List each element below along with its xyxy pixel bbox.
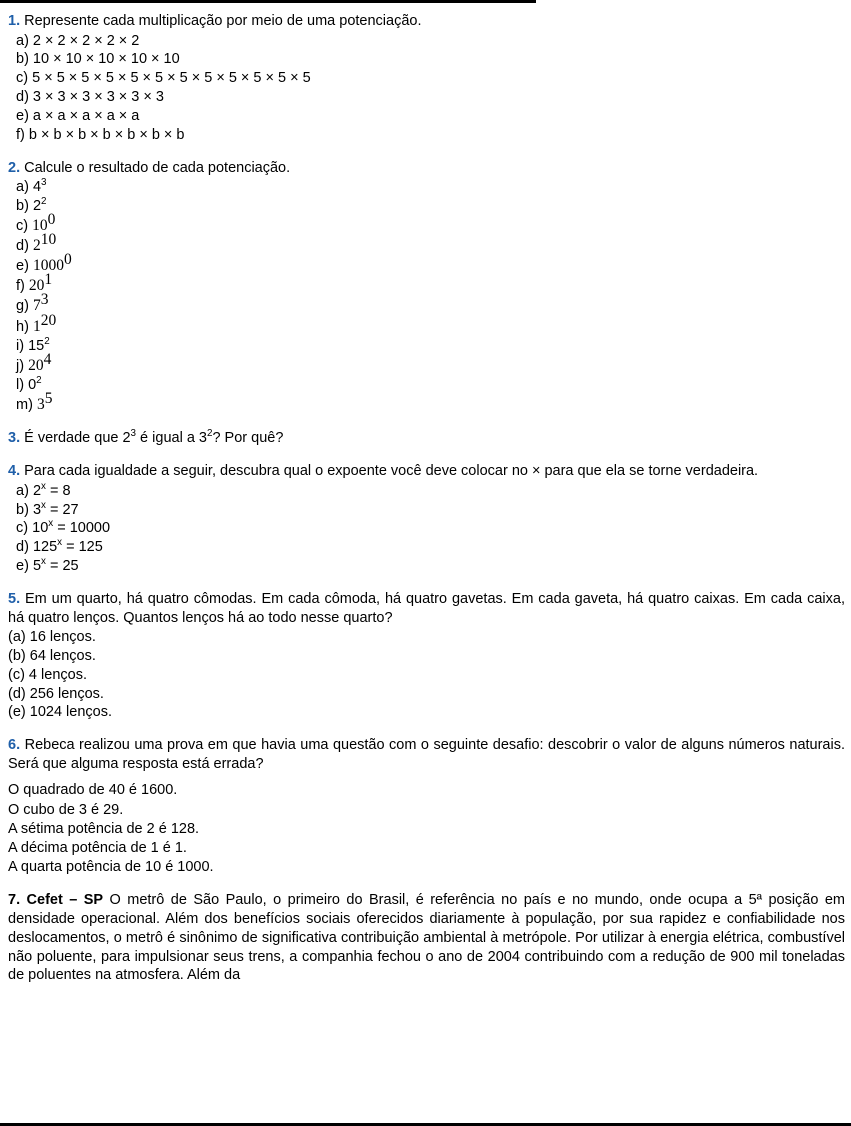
- item-label: c): [16, 520, 29, 537]
- question-6-stem: [8, 736, 845, 773]
- question-1-item-e: e) a × a × a × a × a: [16, 107, 140, 124]
- item-exponent: 20: [40, 311, 57, 329]
- question-4-item-a: [8, 482, 845, 501]
- question-6-text: Rebeca realizou uma prova em que havia uma questão com o seguinte desafio: descobrir o valor de alguns números naturais. Será que alguma resposta está errada?: [8, 737, 845, 772]
- question-2-item-m: [8, 389, 845, 415]
- item-exponent: x: [41, 480, 46, 492]
- question-2-item-d: [8, 231, 845, 256]
- question-2-item-b: [8, 197, 845, 216]
- question-5-option-b: (b) 64 lenços.: [8, 647, 96, 664]
- question-1-text: Represente cada multiplicação por meio de uma potenciação.: [24, 13, 422, 29]
- question-6-number: 6.: [8, 737, 21, 754]
- item-label: e): [16, 558, 29, 575]
- item-rest: = 8: [45, 482, 71, 499]
- question-3-number: 3.: [8, 429, 21, 446]
- question-2-item-c: [8, 211, 845, 236]
- question-4-item-d: [8, 538, 845, 557]
- item-exponent: 2: [36, 374, 42, 386]
- item-exponent: 1: [44, 271, 53, 289]
- question-1-item-d: d) 3 × 3 × 3 × 3 × 3 × 3: [16, 89, 164, 106]
- item-label: f): [16, 278, 25, 295]
- item-base: 0: [28, 376, 37, 393]
- question-1-stem: [8, 12, 845, 31]
- question-6-statement-5: A quarta potência de 10 é 1000.: [8, 858, 214, 875]
- question-7-stem: [8, 891, 845, 985]
- spacer: [8, 576, 845, 590]
- item-exponent: 10: [40, 231, 57, 249]
- question-3-exp-1: 3: [130, 427, 137, 439]
- spacer: [8, 145, 845, 159]
- question-2-text: Calcule o resultado de cada potenciação.: [24, 159, 291, 176]
- question-3-text-3: ? Por quê?: [212, 429, 284, 446]
- spacer: [8, 415, 845, 429]
- spacer: [8, 877, 845, 891]
- question-1-item-b: b) 10 × 10 × 10 × 10 × 10: [16, 51, 180, 68]
- item-base: 2: [32, 236, 41, 254]
- item-base: 20: [28, 277, 45, 295]
- question-6-statements: [8, 781, 845, 877]
- item-rest: = 125: [62, 539, 103, 556]
- question-5-option-d: (d) 256 lenços.: [8, 685, 104, 702]
- item-base: 4: [32, 179, 42, 196]
- item-exponent: 3: [41, 177, 47, 189]
- item-label: a): [16, 482, 29, 499]
- question-4-text: Para cada igualdade a seguir, descubra qual o expoente você deve colocar no × para que ela se torne verdadeira.: [24, 463, 759, 480]
- item-label: h): [16, 318, 29, 335]
- question-7-source: Cefet – SP: [26, 892, 104, 908]
- item-exponent: x: [57, 537, 63, 549]
- question-7: [8, 891, 845, 985]
- question-2-item-h: [8, 311, 845, 337]
- item-exponent: 2: [44, 335, 50, 347]
- question-4-stem: [8, 462, 845, 481]
- question-2-item-g: [8, 291, 845, 316]
- question-1-item-a: a) 2 × 2 × 2 × 2 × 2: [16, 32, 140, 49]
- question-1-number: 1.: [8, 13, 21, 29]
- item-exponent: x: [48, 518, 54, 530]
- question-5-text: Em um quarto, há quatro cômodas. Em cada cômoda, há quatro gavetas. Em cada gaveta, há quatro caixas. Em cada caixa, há quatro lenços. Quantos lenços há ao todo nesse quarto?: [8, 590, 845, 626]
- question-7-number: 7.: [8, 892, 21, 908]
- item-rest: = 10000: [53, 520, 111, 537]
- item-label: l): [16, 376, 25, 393]
- item-base: 2: [32, 482, 42, 499]
- item-label: b): [16, 501, 29, 518]
- question-3-text-1: É verdade que 2: [24, 429, 131, 446]
- item-label: c): [16, 217, 29, 234]
- item-rest: = 25: [45, 558, 79, 575]
- question-5-number: 5.: [8, 590, 21, 607]
- item-label: d): [16, 539, 29, 556]
- question-6-statement-2: O cubo de 3 é 29.: [8, 801, 124, 818]
- question-1-item-f: f) b × b × b × b × b × b × b: [16, 126, 185, 143]
- question-1-item-c: c) 5 × 5 × 5 × 5 × 5 × 5 × 5 × 5 × 5 × 5 × 5 × 5: [16, 70, 311, 87]
- spacer: [8, 722, 845, 736]
- item-label: a): [16, 179, 29, 196]
- item-exponent: x: [41, 556, 46, 568]
- question-2-item-l: [8, 376, 845, 395]
- item-base: 2: [32, 198, 42, 214]
- question-7-text: O metrô de São Paulo, o primeiro do Brasil, é referência no país e no mundo, onde ocupa a 5ª posição em densidade operacional. Além dos benefícios sociais oferecidos diariamente à população, por sua rapidez e confiabilidade nos deslocamentos, o metrô é sinônimo de significativa contribuição ambiental à metrópole. Por utilizar à energia elétrica, combustível não poluente, para impulsionar seus trens, a companhia fechou o ano de 2004 contribuindo com a redução de 900 mil toneladas de poluentes na atmosfera. Além da: [8, 892, 846, 984]
- item-base: 1: [32, 317, 41, 335]
- question-2-item-j: [8, 350, 845, 376]
- question-5-option-c: (c) 4 lenços.: [8, 666, 87, 683]
- item-label: i): [16, 337, 25, 354]
- question-5-stem: [8, 590, 845, 627]
- question-2-item-i: [8, 337, 845, 356]
- item-exponent: 2: [41, 196, 47, 208]
- item-label: e): [16, 258, 29, 275]
- item-base: 7: [32, 297, 41, 315]
- item-exponent: 0: [63, 251, 72, 269]
- question-6-statement-4: A décima potência de 1 é 1.: [8, 839, 187, 856]
- question-2-number: 2.: [8, 159, 21, 176]
- question-4-item-e: [8, 557, 845, 576]
- question-4-item-b: [8, 501, 845, 520]
- item-label: g): [16, 298, 29, 315]
- question-6: [8, 736, 845, 877]
- item-base: 125: [32, 539, 58, 556]
- question-2-item-e: [8, 251, 845, 276]
- top-divider: [0, 0, 536, 3]
- question-2-item-a: [8, 178, 845, 197]
- question-3-text-2: é igual a 3: [136, 429, 207, 446]
- item-label: d): [16, 237, 29, 254]
- item-label: m): [16, 396, 33, 413]
- question-2-item-f: [8, 271, 845, 296]
- item-label: b): [16, 198, 29, 214]
- item-base: 10: [32, 520, 49, 537]
- document-content: [8, 12, 845, 985]
- item-exponent: 0: [47, 211, 56, 229]
- spacer: [8, 774, 845, 781]
- question-3-exp-2: 2: [206, 427, 213, 439]
- item-base: 1000: [32, 257, 64, 275]
- question-3: [8, 429, 845, 448]
- item-rest: = 27: [45, 501, 79, 518]
- question-5: [8, 590, 845, 722]
- question-2: [8, 159, 845, 415]
- question-4-number: 4.: [8, 463, 21, 480]
- spacer: [8, 448, 845, 462]
- item-exponent: 3: [40, 291, 49, 309]
- question-5-option-a: (a) 16 lenços.: [8, 629, 96, 646]
- question-2-stem: [8, 159, 845, 178]
- question-6-statement-1: O quadrado de 40 é 1600.: [8, 782, 178, 799]
- item-base: 5: [32, 558, 42, 575]
- question-1: [8, 12, 845, 145]
- item-label: j): [16, 357, 25, 374]
- item-exponent: 5: [44, 389, 53, 407]
- item-base: 10: [32, 216, 48, 234]
- question-6-statement-3: A sétima potência de 2 é 128.: [8, 820, 200, 837]
- question-3-stem: [8, 429, 845, 448]
- question-5-option-e: (e) 1024 lenços.: [8, 704, 112, 721]
- question-4-item-c: [8, 519, 845, 538]
- item-base: 20: [28, 356, 44, 374]
- item-base: 3: [36, 395, 45, 413]
- item-base: 15: [28, 337, 45, 354]
- item-exponent: 4: [43, 350, 52, 368]
- item-exponent: x: [41, 499, 46, 511]
- question-4: [8, 462, 845, 576]
- item-base: 3: [32, 501, 42, 518]
